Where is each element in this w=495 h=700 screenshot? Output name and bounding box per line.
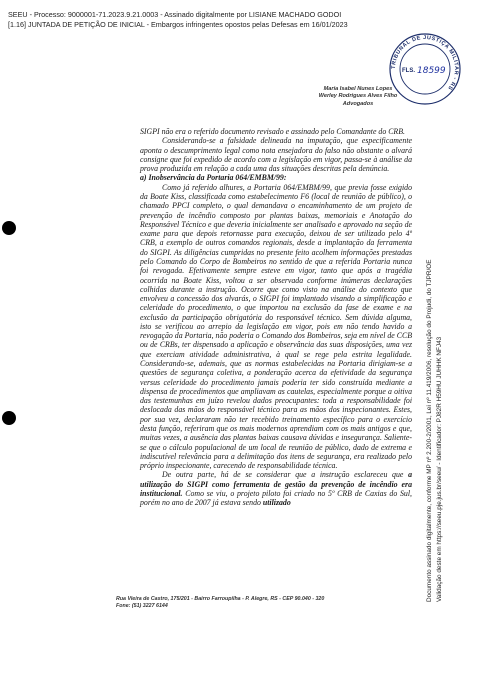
section-heading: a) Inobservância da Portaria 064/EMBM/99: <box>140 173 287 183</box>
petition-body <box>140 127 412 508</box>
stamp-ring-text: TRIBUNAL DE JUSTIÇA MILITAR - RS <box>390 34 460 92</box>
digital-signature-note <box>425 42 444 602</box>
validation-note-line: Validação deste em https://seeu.pje.jus.br/seeu/ - Identificador: PJ82R H59HU JUHHK NFJ43 <box>435 336 443 602</box>
signature-note-line: Documento assinado digitalmente, conforme MP nº 2.200-2/2001, Lei nº 11.419/2006, resolução do Projudi, do TJPR/OE <box>426 259 433 602</box>
header-signature-line: SEEU - Processo: 9000001-71.2023.9.21.0003 - Assinado digitalmente por LISIANE MACHADO GODOI <box>8 10 342 19</box>
lawyer-name: Werley Rodrigues Alves Filho <box>318 93 398 100</box>
footer-phone: Fone: (51) 3227 6144 <box>116 603 168 610</box>
punch-hole <box>2 411 16 425</box>
paragraph-text: De outra parte, há de se considerar que a instrução esclareceu que <box>162 470 409 480</box>
paragraph: Como já referido alhures, a Portaria 064/EMBM/99, que previa fosse exigido da Boate Kiss, classificada como estabelecimento F6 (local de reunião de público), o chamado PPCI completo, o qual demandava o encaminhamento de um projeto de prevenção de incêndio composto por plantas baixas, memoriais e Anotação do Responsável Técnico e que deveria inicialmente ser analisado e aprovado na seção de exame para que depois retornasse para execução, deixou de ser utilizado pelo 4º CRB, a exemplo de outros comandos regionais, desde a implantação da ferramenta do SIGPI. As diligências cumpridas no presente feito acolhem informações prestadas pelo Comando do Corpo de Bombeiros no sentido de que a referida Portaria nunca foi revogada. Efetivamente sempre esteve em vigor, tanto que após a tragédia ocorrida na Boate Kiss, voltou a ser observada conforme inúmeras declarações colhidas durante a instrução. Ocorre que como visto na análise do contexto que envolveu a concessão dos alvarás, o SIGPI foi implantado visando a simplificação e celeridade do procedimento, o que importou na exclusão da fase de exame e na exclusão da participação obrigatória do responsável técnico. Sem dúvida alguma, isto se verificou ao arrepio da legislação em vigor, pois em não tendo havido a revogação da Portaria, não poderia o Comando dos Bombeiros, seja em nível de CCB ou de CRBs, ter dispensado a aplicação e observância das suas disposições, uma vez que exerciam atividade administrativa, à qual se rege pela estrita legalidade. Considerando-se, ademais, que as normas estabelecidas na Portaria dirigiam-se a questões de segurança coletiva, a ponderação acerca da efetividade da segurança versus celeridade do procedimento jamais poderia ter sido construída mediante a dispensa de procedimentos que ampliavam as cautelas, especialmente porque a oitiva das testemunhas em juízo revelou dados preocupantes: toda a responsabilidade foi deslocada das mãos do responsável técnico para as mãos dos inspecionantes. Estes, por sua vez, declararam não ter recebido treinamento específico para o exercício desta função, referiram que os mais modernos aprendiam com os mais antigos e que, muitas vezes, a ausência das plantas baixas causava dúvidas e insegurança. Saliente-se que o cálculo populacional de um local de reunião de público, dado de extrema e indiscutível relevância para a delimitação dos itens de segurança, era realizado pelo próprio inspecionante, carecendo de responsabilidade técnica. <box>140 182 412 471</box>
paragraph: SIGPI não era o referido documento revisado e assinado pelo Comandante do CRB. <box>140 127 405 136</box>
emphasis-text: a utilização do SIGPI como ferramenta de gestão da prevenção de incêndio era institucional. <box>140 470 412 498</box>
emphasis-text: utilizado <box>262 498 291 508</box>
letterhead-footer <box>116 596 376 610</box>
stamp-fls-label: FLS. <box>402 68 415 74</box>
punch-hole <box>2 221 16 235</box>
paragraph: Considerando-se a falsidade delineada na imputação, que especificamente aponta o descumprimento legal como nota ensejadora do falso não obstante o alvará consigne que foi expedido de acordo com a legislação em vigor, passa-se à análise da prova produzida em relação a cada uma das situações descritas pela denúncia. <box>140 136 412 174</box>
header-event-line: [1.16] JUNTADA DE PETIÇÃO DE INICIAL - Embargos infringentes opostos pelas Defesas em 16/01/2023 <box>8 19 348 29</box>
document-header <box>8 10 428 29</box>
footer-address: Rua Vieira de Castro, 175/201 - Bairro Farroupilha - P. Alegre, RS - CEP 90.040 - 320 <box>116 596 325 602</box>
paragraph <box>140 470 412 507</box>
lawyers-role: Advogados <box>342 100 374 107</box>
stamp-page-number: 18599 <box>417 66 446 76</box>
lawyer-name: Maria Isabel Nunes Lopes <box>323 86 393 92</box>
paragraph-text: Como se viu, o projeto piloto foi criado no 5º CRB de Caxias do Sul, porém no ano de 2007 já estava sendo <box>140 488 412 508</box>
lawyers-signature-block <box>318 86 398 108</box>
